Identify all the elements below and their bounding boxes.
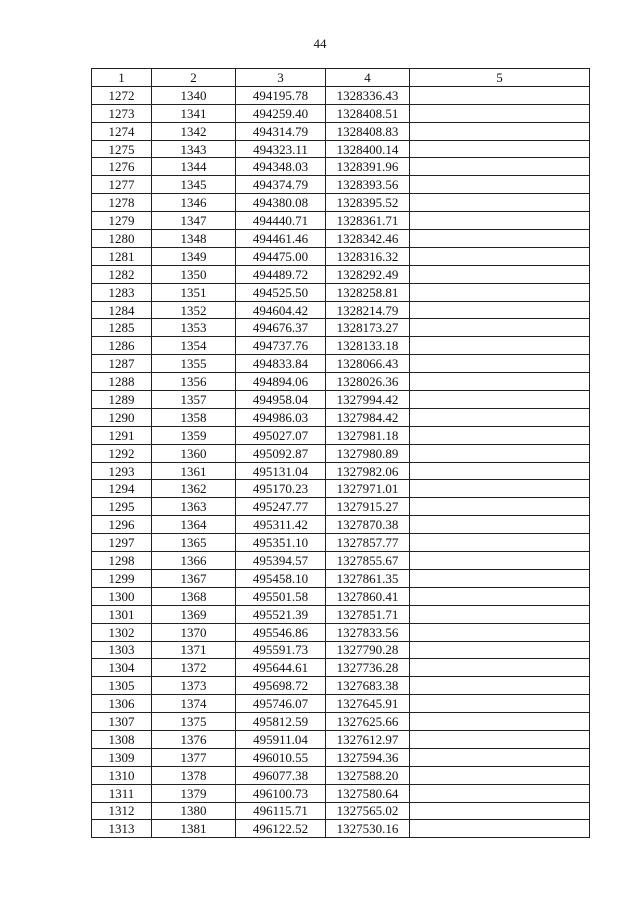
table-row — [92, 319, 590, 337]
table-cell: 1327860.41 — [326, 587, 410, 605]
table-cell: 1327861.35 — [326, 569, 410, 587]
table-cell: 1307 — [92, 713, 152, 731]
table-cell: 1381 — [152, 820, 236, 838]
table-cell: 1349 — [152, 247, 236, 265]
table-cell — [410, 426, 590, 444]
table-cell: 1346 — [152, 194, 236, 212]
table-cell — [410, 212, 590, 230]
table-cell: 1280 — [92, 230, 152, 248]
table-cell — [410, 337, 590, 355]
table-cell: 1363 — [152, 498, 236, 516]
table-cell: 1341 — [152, 104, 236, 122]
table-cell — [410, 230, 590, 248]
table-cell: 1294 — [92, 480, 152, 498]
table-cell: 1340 — [152, 86, 236, 104]
table-cell: 1278 — [92, 194, 152, 212]
table-cell: 1286 — [92, 337, 152, 355]
table-cell — [410, 355, 590, 373]
table-row — [92, 86, 590, 104]
table-cell: 1327645.91 — [326, 695, 410, 713]
table-cell: 1310 — [92, 766, 152, 784]
table-row — [92, 337, 590, 355]
table-cell — [410, 283, 590, 301]
table-row — [92, 516, 590, 534]
table-cell: 1327594.36 — [326, 748, 410, 766]
column-header: 2 — [152, 69, 236, 87]
table-cell — [410, 498, 590, 516]
table-cell: 496010.55 — [236, 748, 326, 766]
table-cell: 1295 — [92, 498, 152, 516]
table-cell: 495247.77 — [236, 498, 326, 516]
table-cell: 494461.46 — [236, 230, 326, 248]
table-cell — [410, 623, 590, 641]
table-cell: 1328258.81 — [326, 283, 410, 301]
table-cell: 494323.11 — [236, 140, 326, 158]
table-row — [92, 569, 590, 587]
table-row — [92, 194, 590, 212]
table-cell: 1297 — [92, 534, 152, 552]
table-cell: 1312 — [92, 802, 152, 820]
table-cell: 1277 — [92, 176, 152, 194]
table-cell: 494676.37 — [236, 319, 326, 337]
table-cell: 494440.71 — [236, 212, 326, 230]
table-cell — [410, 713, 590, 731]
table-row — [92, 784, 590, 802]
table-row — [92, 587, 590, 605]
table-cell: 1344 — [152, 158, 236, 176]
table-cell — [410, 748, 590, 766]
table-cell: 1292 — [92, 444, 152, 462]
table-cell — [410, 659, 590, 677]
table-cell — [410, 802, 590, 820]
table-cell: 1272 — [92, 86, 152, 104]
table-row — [92, 247, 590, 265]
table-cell: 1313 — [92, 820, 152, 838]
table-cell: 1328361.71 — [326, 212, 410, 230]
table-cell: 1327790.28 — [326, 641, 410, 659]
table-row — [92, 444, 590, 462]
table-cell: 495311.42 — [236, 516, 326, 534]
table-cell: 1327580.64 — [326, 784, 410, 802]
table-cell: 1276 — [92, 158, 152, 176]
table-cell: 1345 — [152, 176, 236, 194]
table-cell: 1327612.97 — [326, 730, 410, 748]
table-row — [92, 283, 590, 301]
table-cell: 1290 — [92, 408, 152, 426]
table-cell: 1282 — [92, 265, 152, 283]
table-cell: 1327971.01 — [326, 480, 410, 498]
table-cell: 1327625.66 — [326, 713, 410, 731]
table-cell: 1301 — [92, 605, 152, 623]
table-cell: 496115.71 — [236, 802, 326, 820]
table-cell: 1353 — [152, 319, 236, 337]
table-cell — [410, 86, 590, 104]
table-row — [92, 265, 590, 283]
table-cell — [410, 462, 590, 480]
table-cell: 495591.73 — [236, 641, 326, 659]
table-cell: 1328316.32 — [326, 247, 410, 265]
table-cell: 1327980.89 — [326, 444, 410, 462]
table-cell: 495170.23 — [236, 480, 326, 498]
table-cell: 1370 — [152, 623, 236, 641]
table-cell — [410, 587, 590, 605]
table-cell: 1368 — [152, 587, 236, 605]
table-cell: 1284 — [92, 301, 152, 319]
table-cell — [410, 265, 590, 283]
table-cell: 1327683.38 — [326, 677, 410, 695]
table-cell: 1354 — [152, 337, 236, 355]
table-cell: 1358 — [152, 408, 236, 426]
table-row — [92, 802, 590, 820]
table-cell: 1296 — [92, 516, 152, 534]
table-cell: 1372 — [152, 659, 236, 677]
table-cell: 1328133.18 — [326, 337, 410, 355]
table-cell: 1355 — [152, 355, 236, 373]
table-cell: 1291 — [92, 426, 152, 444]
table-row — [92, 659, 590, 677]
coordinates-table — [91, 68, 590, 838]
table-cell: 1328026.36 — [326, 373, 410, 391]
table-cell: 1351 — [152, 283, 236, 301]
column-header: 1 — [92, 69, 152, 87]
table-cell: 1328292.49 — [326, 265, 410, 283]
table-row — [92, 820, 590, 838]
table-cell: 1311 — [92, 784, 152, 802]
table-row — [92, 140, 590, 158]
table-cell — [410, 391, 590, 409]
table-cell: 1299 — [92, 569, 152, 587]
table-cell: 495746.07 — [236, 695, 326, 713]
table-cell: 1369 — [152, 605, 236, 623]
table-cell: 1328336.43 — [326, 86, 410, 104]
table-cell — [410, 247, 590, 265]
table-cell: 1273 — [92, 104, 152, 122]
table-cell: 1327736.28 — [326, 659, 410, 677]
table-cell: 1327851.71 — [326, 605, 410, 623]
page-number: 44 — [313, 36, 327, 51]
table-cell: 1375 — [152, 713, 236, 731]
table-cell: 495911.04 — [236, 730, 326, 748]
table-row — [92, 230, 590, 248]
table-cell — [410, 516, 590, 534]
table-cell — [410, 820, 590, 838]
table-cell — [410, 641, 590, 659]
table-cell — [410, 784, 590, 802]
table-cell: 1371 — [152, 641, 236, 659]
table-cell — [410, 140, 590, 158]
table-row — [92, 426, 590, 444]
table-cell: 1298 — [92, 552, 152, 570]
table-cell: 494894.06 — [236, 373, 326, 391]
table-cell: 495351.10 — [236, 534, 326, 552]
table-cell: 1348 — [152, 230, 236, 248]
table-cell: 1362 — [152, 480, 236, 498]
table-cell — [410, 534, 590, 552]
table-row — [92, 373, 590, 391]
table-cell: 495812.59 — [236, 713, 326, 731]
table-cell: 1328408.83 — [326, 122, 410, 140]
table-cell — [410, 569, 590, 587]
table-row — [92, 355, 590, 373]
table-row — [92, 122, 590, 140]
table-cell: 494604.42 — [236, 301, 326, 319]
table-cell: 494958.04 — [236, 391, 326, 409]
table-row — [92, 641, 590, 659]
table-cell: 1347 — [152, 212, 236, 230]
table-cell: 1327857.77 — [326, 534, 410, 552]
table-row — [92, 605, 590, 623]
table-cell: 1378 — [152, 766, 236, 784]
table-cell — [410, 301, 590, 319]
table-cell: 495458.10 — [236, 569, 326, 587]
table-cell: 494489.72 — [236, 265, 326, 283]
table-cell: 1360 — [152, 444, 236, 462]
table-cell — [410, 677, 590, 695]
table-cell: 494737.76 — [236, 337, 326, 355]
table-cell: 1281 — [92, 247, 152, 265]
table-cell: 494195.78 — [236, 86, 326, 104]
table-cell: 494259.40 — [236, 104, 326, 122]
table-cell: 1328342.46 — [326, 230, 410, 248]
table-cell: 1328408.51 — [326, 104, 410, 122]
table-cell: 1306 — [92, 695, 152, 713]
table-cell: 1327588.20 — [326, 766, 410, 784]
table-cell: 1328391.96 — [326, 158, 410, 176]
table-cell: 1287 — [92, 355, 152, 373]
table-cell — [410, 605, 590, 623]
table-cell: 1327982.06 — [326, 462, 410, 480]
table-cell: 1359 — [152, 426, 236, 444]
table-row — [92, 534, 590, 552]
table-cell — [410, 373, 590, 391]
table-cell: 1274 — [92, 122, 152, 140]
table-row — [92, 695, 590, 713]
table-cell: 495521.39 — [236, 605, 326, 623]
table-cell: 1327855.67 — [326, 552, 410, 570]
table-row — [92, 730, 590, 748]
table-row — [92, 748, 590, 766]
table-cell — [410, 158, 590, 176]
table-cell: 1327833.56 — [326, 623, 410, 641]
table-cell: 1308 — [92, 730, 152, 748]
table-cell: 1364 — [152, 516, 236, 534]
table-cell: 1366 — [152, 552, 236, 570]
table-body — [92, 86, 590, 837]
table-cell — [410, 730, 590, 748]
table-cell: 1374 — [152, 695, 236, 713]
table-row — [92, 158, 590, 176]
table-cell: 1327994.42 — [326, 391, 410, 409]
table-cell: 495644.61 — [236, 659, 326, 677]
table-cell: 496077.38 — [236, 766, 326, 784]
table-cell: 1343 — [152, 140, 236, 158]
table-row — [92, 480, 590, 498]
table-cell: 1288 — [92, 373, 152, 391]
column-header: 3 — [236, 69, 326, 87]
table-row — [92, 301, 590, 319]
table-cell: 1373 — [152, 677, 236, 695]
table-row — [92, 462, 590, 480]
table-cell: 1328400.14 — [326, 140, 410, 158]
table-cell — [410, 122, 590, 140]
table-cell: 495501.58 — [236, 587, 326, 605]
table-cell — [410, 319, 590, 337]
table-cell: 1327984.42 — [326, 408, 410, 426]
table-cell: 1328173.27 — [326, 319, 410, 337]
table-cell: 494314.79 — [236, 122, 326, 140]
table-cell: 1328066.43 — [326, 355, 410, 373]
column-header: 4 — [326, 69, 410, 87]
table-cell: 495092.87 — [236, 444, 326, 462]
table-cell: 1379 — [152, 784, 236, 802]
table-cell: 1327565.02 — [326, 802, 410, 820]
table-row — [92, 552, 590, 570]
table-row — [92, 498, 590, 516]
table-cell — [410, 408, 590, 426]
table-cell: 1365 — [152, 534, 236, 552]
table-row — [92, 623, 590, 641]
table-cell: 494374.79 — [236, 176, 326, 194]
table-row — [92, 677, 590, 695]
table-cell — [410, 695, 590, 713]
table-cell: 1304 — [92, 659, 152, 677]
table-row — [92, 391, 590, 409]
table-cell: 1327530.16 — [326, 820, 410, 838]
table-cell: 495546.86 — [236, 623, 326, 641]
table-cell: 1279 — [92, 212, 152, 230]
table-cell: 494833.84 — [236, 355, 326, 373]
table-cell: 1283 — [92, 283, 152, 301]
table-cell: 1293 — [92, 462, 152, 480]
table-cell: 1357 — [152, 391, 236, 409]
table-cell: 1328393.56 — [326, 176, 410, 194]
table-cell: 1367 — [152, 569, 236, 587]
table-cell: 1356 — [152, 373, 236, 391]
table-cell — [410, 480, 590, 498]
table-cell: 494986.03 — [236, 408, 326, 426]
table-cell: 495027.07 — [236, 426, 326, 444]
table-cell: 494475.00 — [236, 247, 326, 265]
table-cell: 496100.73 — [236, 784, 326, 802]
table-cell: 1376 — [152, 730, 236, 748]
table-cell: 1361 — [152, 462, 236, 480]
column-header: 5 — [410, 69, 590, 87]
table-row — [92, 212, 590, 230]
table-cell — [410, 444, 590, 462]
table-cell: 1303 — [92, 641, 152, 659]
table-cell — [410, 104, 590, 122]
table-cell: 1285 — [92, 319, 152, 337]
table-cell: 1305 — [92, 677, 152, 695]
table-cell: 1377 — [152, 748, 236, 766]
table-cell: 1275 — [92, 140, 152, 158]
table-cell — [410, 176, 590, 194]
table-cell: 1302 — [92, 623, 152, 641]
table-cell: 494348.03 — [236, 158, 326, 176]
table-cell: 1328395.52 — [326, 194, 410, 212]
table-cell: 495131.04 — [236, 462, 326, 480]
table-cell: 496122.52 — [236, 820, 326, 838]
table-cell — [410, 766, 590, 784]
table-cell: 494380.08 — [236, 194, 326, 212]
table-cell: 1327981.18 — [326, 426, 410, 444]
table-cell: 495394.57 — [236, 552, 326, 570]
table-cell: 1300 — [92, 587, 152, 605]
table-row — [92, 713, 590, 731]
table-row — [92, 408, 590, 426]
table-cell: 494525.50 — [236, 283, 326, 301]
table-cell: 495698.72 — [236, 677, 326, 695]
table-row — [92, 766, 590, 784]
table-cell: 1327915.27 — [326, 498, 410, 516]
table-cell: 1380 — [152, 802, 236, 820]
table-cell — [410, 194, 590, 212]
table-cell: 1350 — [152, 265, 236, 283]
table-cell: 1289 — [92, 391, 152, 409]
table-header-row — [92, 69, 590, 87]
table-cell: 1327870.38 — [326, 516, 410, 534]
table-cell: 1352 — [152, 301, 236, 319]
table-row — [92, 104, 590, 122]
table-cell: 1342 — [152, 122, 236, 140]
table-cell: 1309 — [92, 748, 152, 766]
table-cell — [410, 552, 590, 570]
table-row — [92, 176, 590, 194]
table-cell: 1328214.79 — [326, 301, 410, 319]
